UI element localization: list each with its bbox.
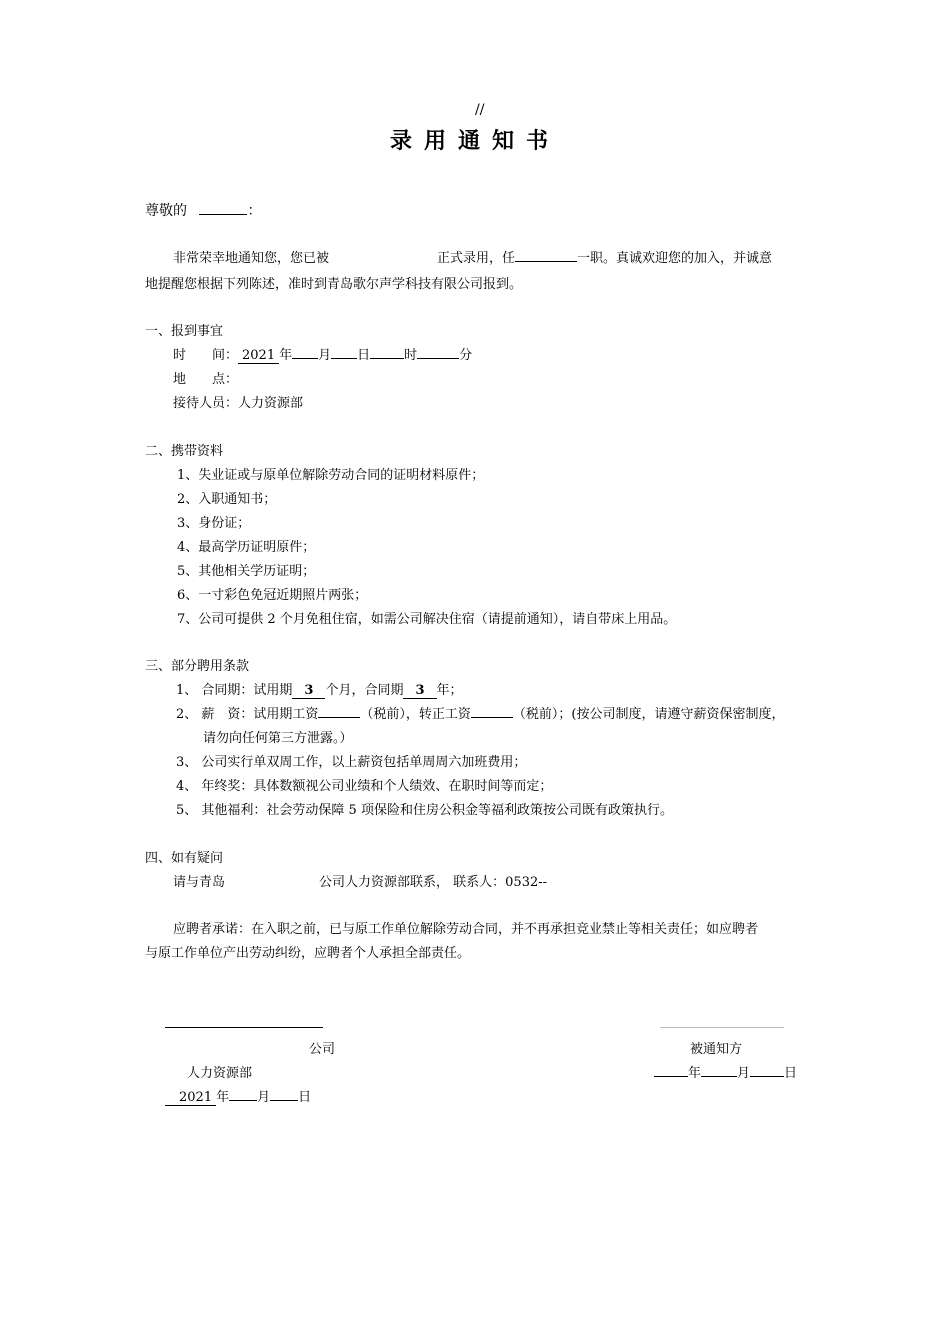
commitment-line-1: 应聘者承诺：在入职之前，已与原工作单位解除劳动合同，并不再承担竞业禁止等相关责任；如应聘者 xyxy=(173,922,759,937)
intro-text-c: 一职。真诚欢迎您的加入，并诚意 xyxy=(577,251,773,266)
contract-years: 3 xyxy=(403,683,436,699)
salary-text-b: （税前），转正工资 xyxy=(360,707,471,722)
intro-text-b: 正式录用，任 xyxy=(437,251,516,266)
report-place: 地 点： xyxy=(173,372,239,387)
list-item: 5、其他相关学历证明； xyxy=(177,564,316,579)
greeting xyxy=(145,200,261,220)
salary-text-a: 2、 薪 资：试用期工资 xyxy=(176,707,319,722)
company-label: 公司 xyxy=(309,1042,336,1057)
salary-note: 请勿向任何第三方泄露。） xyxy=(203,731,353,746)
day-blank xyxy=(331,344,357,359)
greeting-colon: ： xyxy=(247,203,262,219)
regular-salary-blank xyxy=(471,703,513,718)
document-title: 录用通知书 xyxy=(389,128,560,154)
list-item: 2、入职通知书； xyxy=(177,492,277,507)
hour-suffix: 时 xyxy=(404,348,418,363)
section1-heading: 一、报到事宜 xyxy=(145,324,224,339)
hour-blank xyxy=(370,344,404,359)
year-suffix: 年 xyxy=(279,348,293,363)
list-item: 1、失业证或与原单位解除劳动合同的证明材料原件； xyxy=(177,468,485,483)
contract-term xyxy=(176,679,463,698)
report-year: 2021 xyxy=(238,348,279,364)
report-time xyxy=(173,344,472,363)
list-item: 4、最高学历证明原件； xyxy=(177,540,316,555)
section4-heading: 四、如有疑问 xyxy=(145,851,224,866)
company-month-suffix: 月 xyxy=(257,1090,271,1105)
recipient-label: 被通知方 xyxy=(690,1042,743,1057)
position-blank xyxy=(515,247,577,262)
recipient-day-suffix: 日 xyxy=(784,1066,798,1081)
intro-line-2: 地提醒您根据下列陈述，准时到青岛歌尔声学科技有限公司报到。 xyxy=(145,277,523,292)
list-item: 6、一寸彩色免冠近期照片两张； xyxy=(177,588,368,603)
section3-heading: 三、部分聘用条款 xyxy=(145,659,250,674)
company-day-suffix: 日 xyxy=(298,1090,312,1105)
minute-suffix: 分 xyxy=(459,348,473,363)
company-day-blank xyxy=(270,1086,298,1101)
name-blank xyxy=(199,200,247,215)
salary-terms xyxy=(176,703,785,722)
company-year-suffix: 年 xyxy=(216,1090,230,1105)
salary-text-c: （税前）；(按公司制度，请遵守薪资保密制度， xyxy=(512,707,785,722)
recipient-signature-line xyxy=(660,1027,784,1028)
recipient-month-blank xyxy=(701,1062,737,1077)
month-suffix: 月 xyxy=(318,348,332,363)
intro-line-1 xyxy=(173,247,772,266)
recipient-year-suffix: 年 xyxy=(688,1066,702,1081)
contact-line xyxy=(173,871,547,890)
list-item: 3、身份证； xyxy=(177,516,251,531)
probation-salary-blank xyxy=(318,703,360,718)
contract-text-b: 个月，合同期 xyxy=(325,683,404,698)
recipient-year-blank xyxy=(654,1062,688,1077)
commitment-line-2: 与原工作单位产出劳动纠纷，应聘者个人承担全部责任。 xyxy=(145,946,471,961)
recipient-date xyxy=(654,1062,797,1081)
greeting-text: 尊敬的 xyxy=(145,203,187,219)
recipient-month-suffix: 月 xyxy=(737,1066,751,1081)
header-mark: // xyxy=(475,102,485,118)
contract-text-a: 1、 合同期：试用期 xyxy=(176,683,293,698)
contract-text-c: 年； xyxy=(436,683,463,698)
recipient-day-blank xyxy=(750,1062,784,1077)
probation-months: 3 xyxy=(292,683,325,699)
month-blank xyxy=(292,344,318,359)
intro-text-a: 非常荣幸地通知您，您已被 xyxy=(173,251,330,266)
company-month-blank xyxy=(229,1086,257,1101)
other-benefits: 5、 其他福利：社会劳动保障 5 项保险和住房公积金等福利政策按公司既有政策执行。 xyxy=(176,803,673,818)
work-schedule: 3、 公司实行单双周工作，以上薪资包括单周周六加班费用； xyxy=(176,755,527,770)
list-item: 7、公司可提供 2 个月免租住宿，如需公司解决住宿（请提前通知），请自带床上用品。 xyxy=(177,612,677,627)
contact-text-b: 公司人力资源部联系， 联系人：0532-- xyxy=(319,875,548,890)
hr-dept-label: 人力资源部 xyxy=(187,1066,253,1081)
year-end-bonus: 4、 年终奖：具体数额视公司业绩和个人绩效、在职时间等而定； xyxy=(176,779,553,794)
time-label: 时 间： xyxy=(173,348,239,363)
company-date xyxy=(165,1086,311,1105)
section2-heading: 二、携带资料 xyxy=(145,444,224,459)
contact-text-a: 请与青岛 xyxy=(173,875,226,890)
company-signature-line xyxy=(165,1027,323,1028)
day-suffix: 日 xyxy=(357,348,371,363)
minute-blank xyxy=(417,344,459,359)
receiver: 接待人员：人力资源部 xyxy=(173,396,304,411)
company-year: 2021 xyxy=(165,1090,216,1106)
